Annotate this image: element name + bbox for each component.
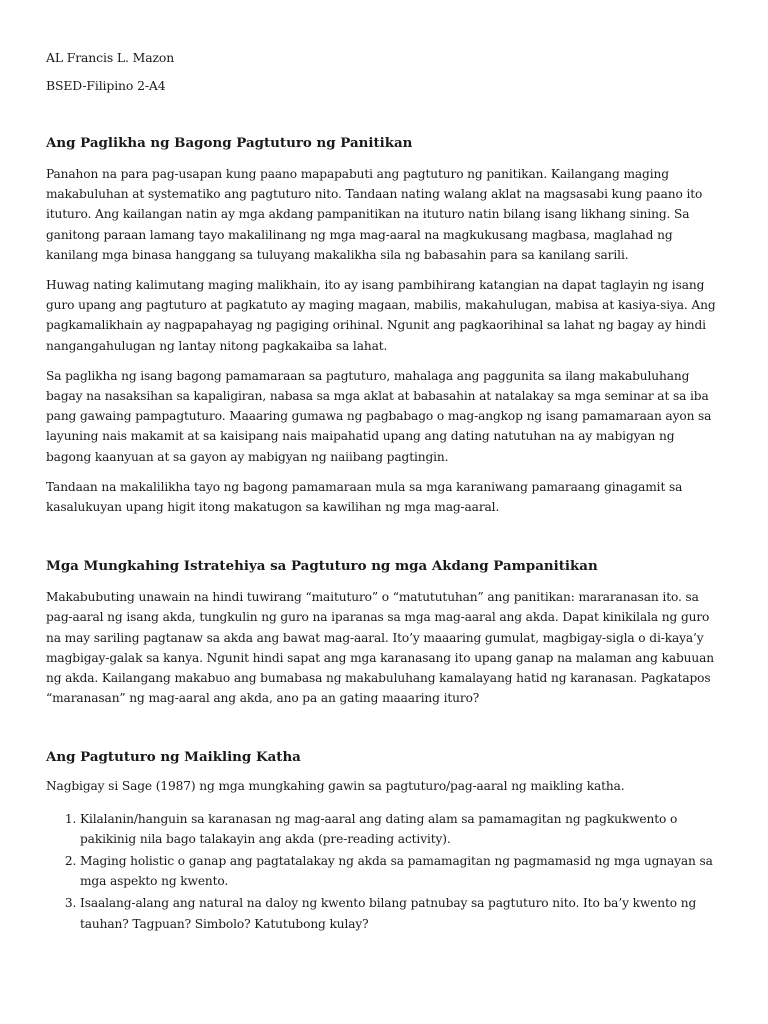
- author-name: AL Francis L. Mazon: [46, 50, 175, 65]
- paragraph: Huwag nating kalimutang maging malikhain, ito ay isang pambihirang katangian na dapat taglayin ng isang guro upang ang pagtuturo at pagkatuto ay maging magaan, mabilis, makahulugan, mabisa at kasiya-siya. Ang pagkamalikhain ay nagpapahayag ng pagiging orihinal. Ngunit ang pagkaorihinal sa lahat ng bagay ay hindi nangangahulugan ng lantay nitong pagkakaiba sa lahat.: [46, 278, 716, 353]
- course-section: BSED-Filipino 2-A4: [46, 78, 166, 93]
- section-title-istratehiya: Mga Mungkahing Istratehiya sa Pagtuturo ng mga Akdang Pampanitikan: [46, 558, 598, 575]
- paragraph: Makabubuting unawain na hindi tuwirang “maituturo” o “matututuhan” ang panitikan: mararanasan ito. sa pag-aaral ng isang akda, tungkulin ng guro na iparanas sa mga mag-aaral ang akda. Dapat kinikilala ng guro na may sariling pagtanaw sa akda ang bawat mag-aaral. Ito’y maaaring gumulat, magbigay-sigla o di-kaya’y magbigay-galak sa kanya. Ngunit hindi sapat ang mga karanasang ito upang ganap na malaman ang kabuuan ng akda. Kailangang makabuo ang bumabasa ng makabuluhang kamalayang hatid ng karanasan. Pagkatapos “maranasan” ng mag-aaral ang akda, ano pa an gating maaaring ituro?: [46, 590, 715, 706]
- intro-paragraph: Nagbigay si Sage (1987) ng mga mungkahing gawin sa pagtuturo/pag-aaral ng maikling katha.: [46, 779, 625, 794]
- list-item: 1. Kilalanin/hanguin sa karanasan ng mag-aaral ang dating alam sa pamamagitan ng pagkukwento o pakikinig nila bago talakayin ang akda (pre-reading activity).: [80, 809, 722, 849]
- list-item: 2. Maging holistic o ganap ang pagtatalakay ng akda sa pamamagitan ng pagmamasid ng mga ugnayan sa mga aspekto ng kwento.: [80, 851, 722, 891]
- section-title-paglikha: Ang Paglikha ng Bagong Pagtuturo ng Panitikan: [46, 135, 413, 151]
- paragraph: Panahon na para pag-usapan kung paano mapapabuti ang pagtuturo ng panitikan. Kailangang maging makabuluhan at systematiko ang pagtuturo nito. Tandaan nating walang aklat na magsasabi kung paano ito ituturo. Ang kailangan natin ay mga akdang pampanitikan na ituturo natin bilang isang likhang sining. Sa ganitong paraan lamang tayo makalilinang ng mga mag-aaral na magkukusang magbasa, maglahad ng kanilang mga binasa hanggang sa tuluyang makalikha sila ng babasahin para sa kanilang sarili.: [46, 167, 703, 262]
- paragraph: Tandaan na makalilikha tayo ng bagong pamamaraan mula sa mga karaniwang pamaraang ginagamit sa kasalukuyan upang higit itong makatugon sa kawilihan ng mga mag-aaral.: [46, 479, 683, 515]
- suggestion-list: [46, 809, 722, 934]
- paragraph: Sa paglikha ng isang bagong pamamaraan sa pagtuturo, mahalaga ang paggunita sa ilang makabuluhang bagay na nasaksihan sa kapaligiran, nabasa sa mga aklat at babasahin at natalakay sa mga seminar at sa iba pang gawaing pampagtuturo. Maaaring gumawa ng pagbabago o mag-angkop ng isang pamamaraan ayon sa layuning nais makamit at sa kaisipang nais maipahatid upang ang dating natutuhan na ay mabigyan ng bagong kaanyuan at sa gayon ay mabigyan ng naiibang pagtingin.: [46, 368, 712, 464]
- section-title-maikling-katha: Ang Pagtuturo ng Maikling Katha: [46, 749, 301, 766]
- list-item: 3. Isaalang-alang ang natural na daloy ng kwento bilang patnubay sa pagtuturo nito. Ito ba’y kwento ng tauhan? Tagpuan? Simbolo? Katutubong kulay?: [80, 893, 722, 933]
